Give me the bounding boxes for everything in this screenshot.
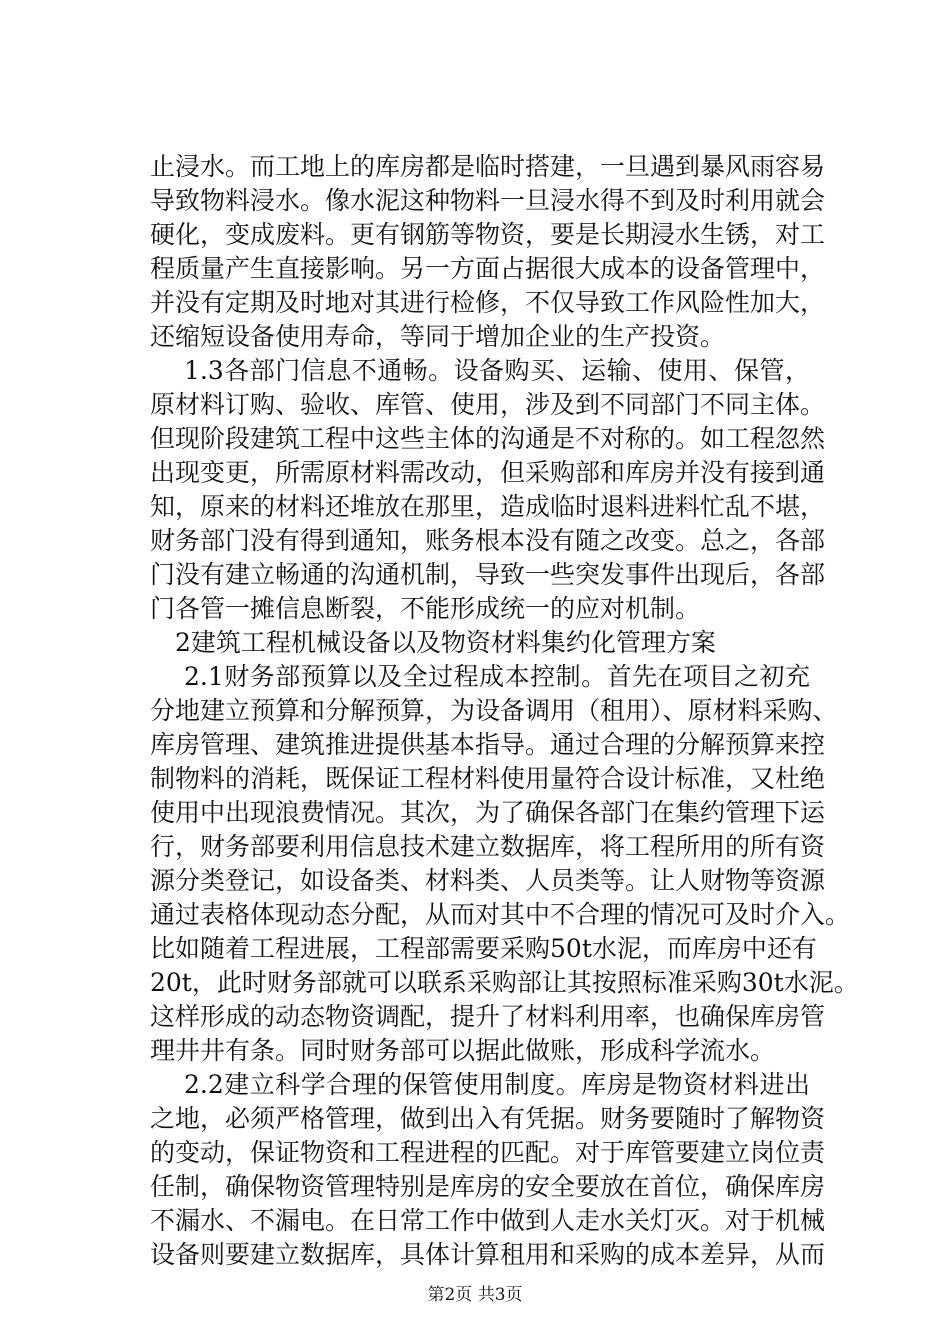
body-line: 导致物料浸水。像水泥这种物料一旦浸水得不到及时利用就会 xyxy=(150,186,826,215)
body-line: 制物料的消耗，既保证工程材料使用量符合设计标准，又杜绝 xyxy=(150,764,826,793)
body-line: 硬化，变成废料。更有钢筋等物资，要是长期浸水生锈，对工 xyxy=(150,220,826,249)
section-2-1-heading-line: 2.1财务部预算以及全过程成本控制。首先在项目之初充 xyxy=(184,662,810,691)
body-line: 20t，此时财务部就可以联系采购部让其按照标准采购30t水泥。 xyxy=(150,968,859,997)
body-line: 通过表格体现动态分配，从而对其中不合理的情况可及时介入。 xyxy=(150,900,851,929)
body-line: 财务部门没有得到通知，账务根本没有随之改变。总之，各部 xyxy=(150,526,826,555)
body-line: 理井井有条。同时财务部可以据此做账，形成科学流水。 xyxy=(150,1036,776,1065)
body-line: 使用中出现浪费情况。其次，为了确保各部门在集约管理下运 xyxy=(150,798,826,827)
body-line: 知，原来的材料还堆放在那里，造成临时退料进料忙乱不堪， xyxy=(150,492,826,521)
body-line: 原材料订购、验收、库管、使用，涉及到不同部门不同主体。 xyxy=(150,390,826,419)
body-line: 止浸水。而工地上的库房都是临时搭建，一旦遇到暴风雨容易 xyxy=(150,152,826,181)
section-2-heading: 2建筑工程机械设备以及物资材料集约化管理方案 xyxy=(175,628,716,657)
body-line: 库房管理、建筑推进提供基本指导。通过合理的分解预算来控 xyxy=(150,730,826,759)
body-line: 但现阶段建筑工程中这些主体的沟通是不对称的。如工程忽然 xyxy=(150,424,826,453)
body-line: 还缩短设备使用寿命，等同于增加企业的生产投资。 xyxy=(150,322,726,351)
body-line: 之地，必须严格管理，做到出入有凭据。财务要随时了解物资 xyxy=(150,1104,826,1133)
page-number-footer: 第2页 共3页 xyxy=(427,1285,523,1305)
body-line: 门各管一摊信息断裂，不能形成统一的应对机制。 xyxy=(150,594,701,623)
body-line: 源分类登记，如设备类、材料类、人员类等。让人财物等资源 xyxy=(150,866,826,895)
body-line: 门没有建立畅通的沟通机制，导致一些突发事件出现后，各部 xyxy=(150,560,826,589)
body-line: 的变动，保证物资和工程进程的匹配。对于库管要建立岗位责 xyxy=(150,1138,826,1167)
body-line: 设备则要建立数据库，具体计算租用和采购的成本差异，从而 xyxy=(150,1240,826,1269)
body-line: 分地建立预算和分解预算，为设备调用（租用）、原材料采购、 xyxy=(150,696,838,725)
body-line: 并没有定期及时地对其进行检修，不仅导致工作风险性加大， xyxy=(150,288,826,317)
body-line: 出现变更，所需原材料需改动，但采购部和库房并没有接到通 xyxy=(150,458,826,487)
body-line: 程质量产生直接影响。另一方面占据很大成本的设备管理中， xyxy=(150,254,826,283)
body-line: 比如随着工程进展，工程部需要采购50t水泥，而库房中还有 xyxy=(150,934,817,963)
body-line: 这样形成的动态物资调配，提升了材料利用率，也确保库房管 xyxy=(150,1002,826,1031)
section-1-3-heading-line: 1.3各部门信息不通畅。设备购买、运输、使用、保管， xyxy=(184,356,810,385)
body-line: 任制，确保物资管理特别是库房的安全要放在首位，确保库房 xyxy=(150,1172,826,1201)
body-line: 不漏水、不漏电。在日常工作中做到人走水关灯灭。对于机械 xyxy=(150,1206,826,1235)
body-line: 行，财务部要利用信息技术建立数据库，将工程所用的所有资 xyxy=(150,832,826,861)
section-2-2-heading-line: 2.2建立科学合理的保管使用制度。库房是物资材料进出 xyxy=(184,1070,810,1099)
